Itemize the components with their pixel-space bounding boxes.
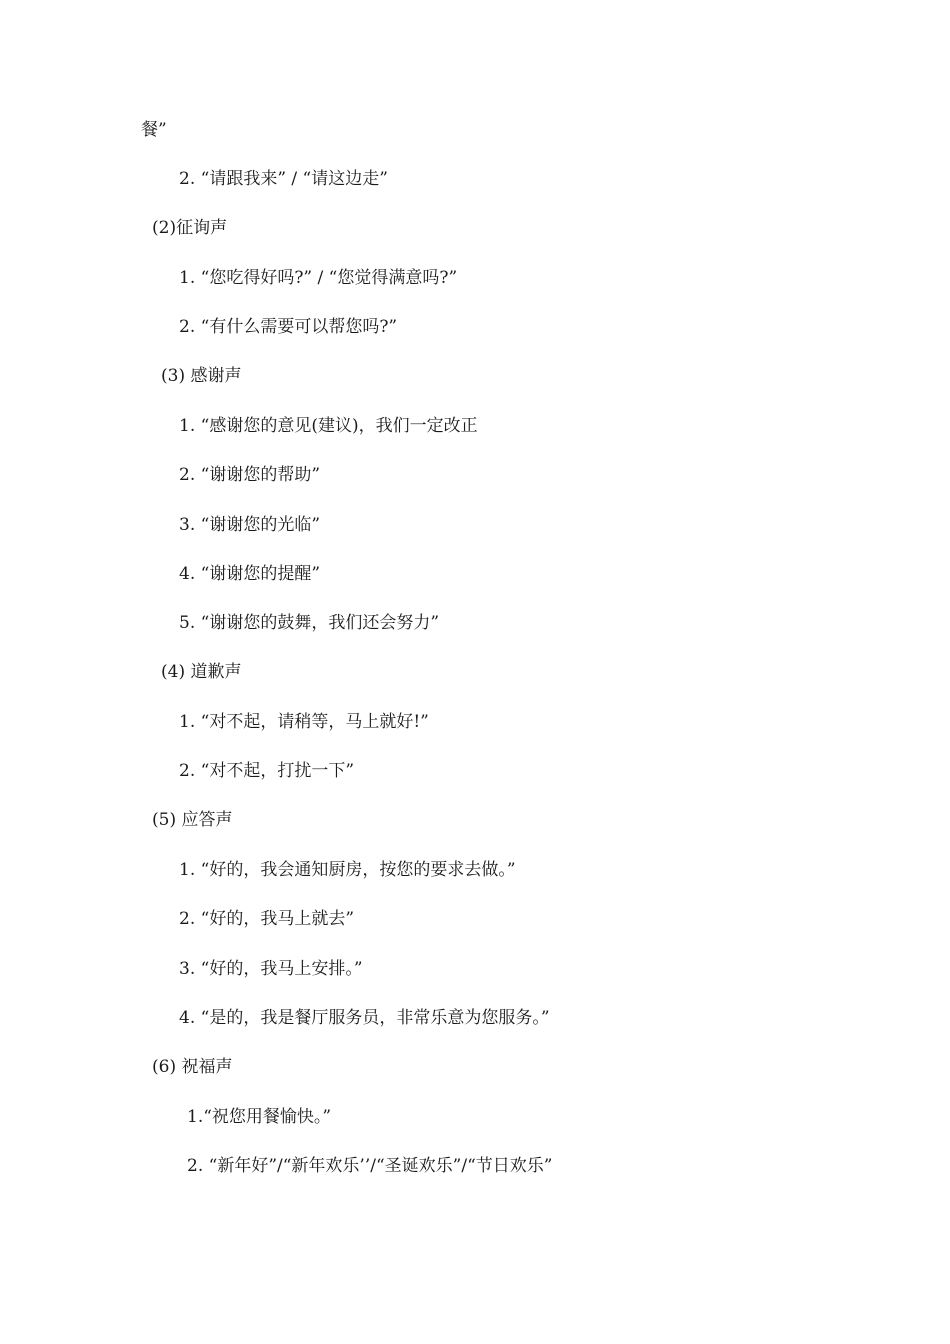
- list-item: 1. “感谢您的意见(建议)，我们一定改正: [179, 416, 478, 436]
- list-item: 2. “新年好”/“新年欢乐’’/“圣诞欢乐”/“节日欢乐”: [187, 1156, 553, 1176]
- list-item: 1. “对不起，请稍等，马上就好!”: [179, 712, 429, 732]
- section-heading: (5) 应答声: [152, 810, 233, 830]
- list-item: 2. “好的，我马上就去”: [179, 909, 355, 929]
- section-heading: (6) 祝福声: [152, 1057, 233, 1077]
- list-item: 3. “谢谢您的光临”: [179, 515, 321, 535]
- list-item: 2. “谢谢您的帮助”: [179, 465, 321, 485]
- section-heading: (3) 感谢声: [161, 366, 242, 386]
- list-item: 2. “请跟我来” / “请这边走”: [179, 169, 388, 189]
- list-item: 1.“祝您用餐愉快。”: [187, 1107, 332, 1127]
- list-item: 5. “谢谢您的鼓舞，我们还会努力”: [179, 613, 440, 633]
- list-item: 2. “对不起，打扰一下”: [179, 761, 355, 781]
- section-heading: (2)征询声: [152, 218, 228, 238]
- list-item: 2. “有什么需要可以帮您吗?”: [179, 317, 398, 337]
- list-item: 4. “是的，我是餐厅服务员，非常乐意为您服务。”: [179, 1008, 550, 1028]
- continuation-text: 餐”: [141, 120, 167, 140]
- list-item: 1. “好的，我会通知厨房，按您的要求去做。”: [179, 860, 516, 880]
- list-item: 4. “谢谢您的提醒”: [179, 564, 321, 584]
- section-heading: (4) 道歉声: [161, 662, 242, 682]
- list-item: 1. “您吃得好吗?” / “您觉得满意吗?”: [179, 268, 458, 288]
- list-item: 3. “好的，我马上安排。”: [179, 959, 363, 979]
